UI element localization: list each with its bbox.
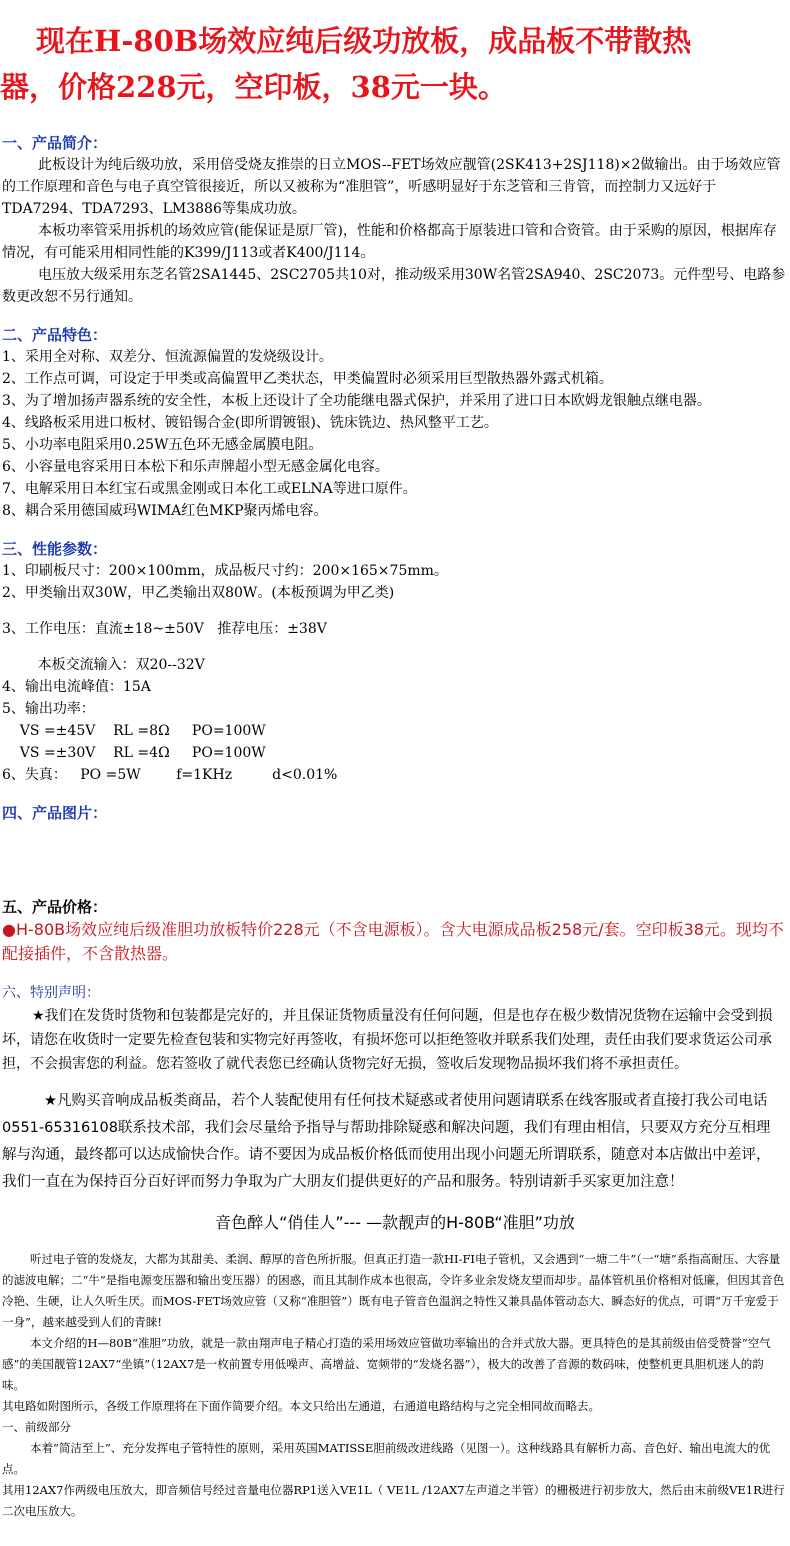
intro-heading: 一、产品简介： [2,134,108,152]
statement-heading: 六、特别声明： [2,985,100,1001]
feature-item: 1、采用全对称、双差分、恒流源偏置的发烧级设计。 [2,349,333,365]
feature-item: 2、工作点可调，可设定于甲类或高偏置甲乙类状态，甲类偏置时必须采用巨型散热器外露式机箱。 [2,371,613,387]
spacer [0,604,790,618]
pictures-area [0,824,790,880]
specs-heading: 三、性能参数： [2,540,108,558]
article-paragraph: 其电路如附图所示，各级工作原理将在下面作简要介绍。本文只给出左通道，右通道电路结构与之完全相同故而略去。 [2,1399,600,1413]
pictures-heading: 四、产品图片： [2,804,108,822]
article-paragraph: 本文介绍的H—80B“准胆”功放，就是一款由翔声电子精心打造的采用场效应管做功率输出的合并式放大器。更具特色的是其前级由倍受赞誉“空气感”的美国靓管12AX7“坐镇”（12AX7是一枚前置专用低噪声、高增益、宽频带的“发烧名器”），极大的改善了音源的数码味，使整机更具胆机迷人的韵味。 [2,1336,771,1392]
spec-line: 1、印刷板尺寸：200×100mm，成品板尺寸约：200×165×75mm。 [2,563,448,579]
spec-line: 4、输出电流峰值：15A [2,679,151,695]
spacer [0,640,790,654]
feature-item: 6、小容量电容采用日本松下和乐声牌超小型无感金属化电容。 [2,459,389,475]
spec-line: 3、工作电压：直流±18~±50V 推荐电压：±38V [2,621,327,637]
feature-item: 3、为了增加扬声器系统的安全性，本板上还设计了全功能继电器式保护，并采用了进口日本欧姆龙银触点继电器。 [2,393,711,409]
article-title: 音色醉人“俏佳人”--- —款靓声的H-80B“准胆”功放 [215,1213,575,1232]
spec-line: 5、输出功率： [2,701,95,717]
page-title [0,18,790,110]
feature-item: 4、线路板采用进口板材、镀铅锡合金(即所谓镀银)、铣床铣边、热风整平工艺。 [2,415,498,431]
features-heading: 二、产品特色： [2,326,108,344]
feature-item: 8、耦合采用德国威玛WIMA红色MKP聚丙烯电容。 [2,503,328,519]
feature-item: 7、电解采用日本红宝石或黑金刚或日本化工或ELNA等进口原件。 [2,481,417,497]
price-heading: 五、产品价格： [2,898,108,916]
article-paragraph: 本着“简洁至上”、充分发挥电子管特性的原则，采用英国MATISSE胆前级改进线路（见图一）。这种线路具有解析力高、音色好、输出电流大的优点。 [2,1441,771,1476]
price-text: ●H-80B场效应纯后级准胆功放板特价228元（不含电源板）。含大电源成品板258元/套。空印板38元。现均不配接插件，不含散热器。 [2,920,784,963]
spec-line: VS =±30V RL =4Ω PO=100W [2,745,266,761]
article-paragraph: 其用12AX7作两级电压放大，即音频信号经过音量电位器RP1送入VE1L（ VE1L /12AX7左声道之半管）的栅极进行初步放大，然后由末前级VE1R进行二次电压放大。 [2,1483,785,1518]
statement-paragraph: ★凡购买音响成品板类商品，若个人装配使用有任何技术疑惑或者使用问题请联系在线客服或者直接打我公司电话0551-65316108联系技术部，我们会尽量给予指导与帮助排除疑惑和解决问题，我们有理由相信，只要双方充分互相理解与沟通，最终都可以达成愉快合作。请不要因为成品板价格低而使用出现小问题无所谓联系，随意对本店做出中差评，我们一直在为保持百分百好评而努力争取为广大朋友们提供更好的产品和服务。特别请新手买家更加注意！ [2,1093,771,1190]
intro-paragraph: 电压放大级采用东芝名管2SA1445、2SC2705共10对，推动级采用30W名管2SA940、2SC2073。元件型号、电路参数更改恕不另行通知。 [2,267,786,305]
statement-paragraph: ★我们在发货时货物和包装都是完好的，并且保证货物质量没有任何问题，但是也存在极少数情况货物在运输中会受到损坏，请您在收货时一定要先检查包装和实物完好再签收，有损坏您可以拒绝签收并联系我们处理，责任由我们要求货运公司承担，不会损害您的利益。您若签收了就代表您已经确认货物完好无损，签收后发现物品损坏我们将不承担责任。 [2,1008,773,1072]
spec-line: 本板交流输入：双20--32V [2,657,205,673]
spec-line: 6、失真： PO =5W f=1KHz d<0.01% [2,767,338,783]
article-paragraph: 听过电子管的发烧友，大都为其甜美、柔润、醇厚的音色所折服。但真正打造一款HI-FI电子管机，又会遇到“一塘二牛”（一“塘”系指高耐压、大容量的滤波电解；二“牛”是指电源变压器和输出变压器）的困惑，而且其制作成本也很高，令许多业余发烧友望而却步。晶体管机虽价格相对低廉，但因其音色冷艳、生硬，让人久听生厌。而MOS-FET场效应管（又称“准胆管”）既有电子管音色温润之特性又兼具晶体管动态大、瞬态好的优点，可谓“万千宠爱于一身”，越来越受到人们的青睐! [2,1252,785,1329]
spec-line: VS =±45V RL =8Ω PO=100W [2,723,266,739]
title-line-2: 器，价格228元，空印板，38元一块。 [0,70,507,104]
article-section-heading: 一、前级部分 [2,1420,71,1434]
title-line-1: 现在H-80B场效应纯后级功放板，成品板不带散热 [36,24,692,58]
intro-paragraph: 此板设计为纯后级功放，采用倍受烧友推崇的日立MOS--FET场效应靓管(2SK413+2SJ118)×2做输出。由于场效应管的工作原理和音色与电子真空管很接近，所以又被称为“准胆管”，听感明显好于东芝管和三肯管，而控制力又远好于TDA7294、TDA7293、LM3886等集成功放。 [2,157,781,217]
intro-paragraph: 本板功率管采用拆机的场效应管(能保证是原厂管)，性能和价格都高于原装进口管和合资管。由于采购的原因，根据库存情况，有可能采用相同性能的K399/J113或者K400/J114。 [2,223,777,261]
feature-item: 5、小功率电阻采用0.25W五色环无感金属膜电阻。 [2,437,323,453]
spec-line: 2、甲类输出双30W，甲乙类输出双80W。(本板预调为甲乙类) [2,585,395,601]
